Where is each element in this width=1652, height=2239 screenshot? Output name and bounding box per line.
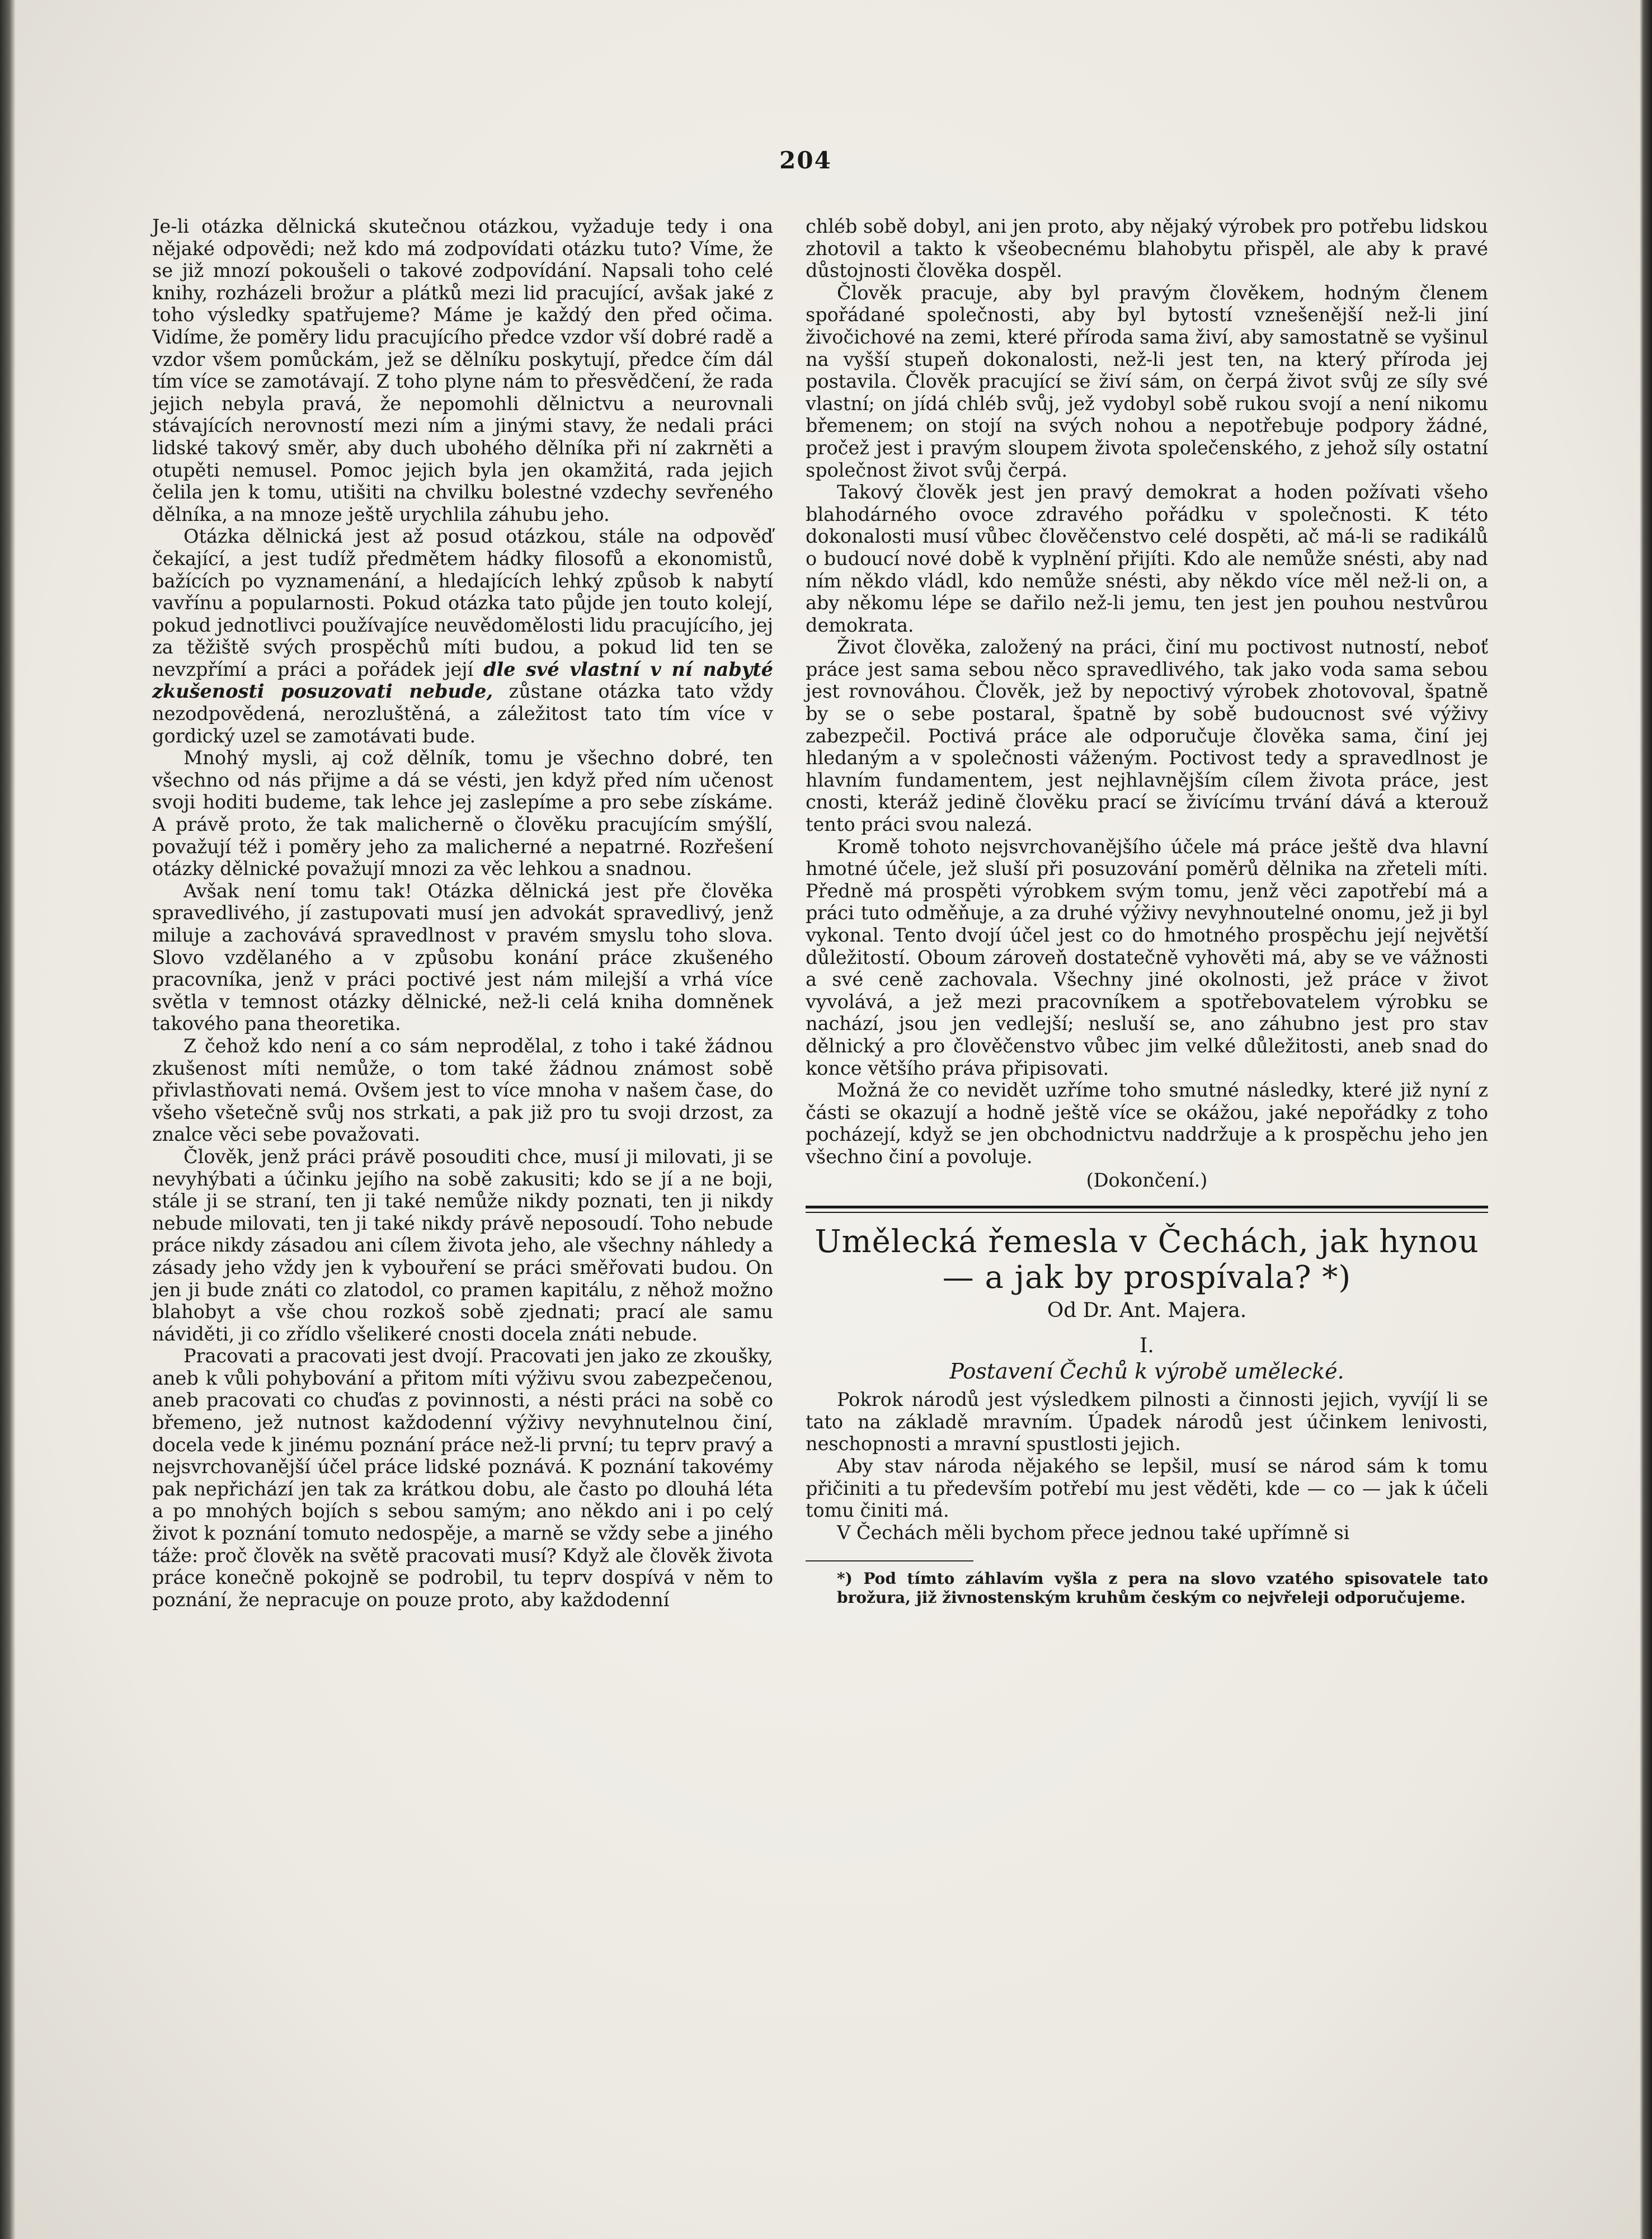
paragraph: Aby stav národa nějakého se lepšil, musí se národ sám k tomu přičiniti a tu především potřebí mu jest věděti, kde — co — jak k účeli tomu činiti má. [806, 1455, 1488, 1522]
paragraph: Mnohý mysli, aj což dělník, tomu je všechno dobré, ten všechno od nás přijme a dá se vésti, jen když před ním učenost svoji hoditi budeme, tak lehce jej zaslepíme a pro sebe získáme. A právě proto, že tak malicherně o člověku pracujícím smýšlí, považují též i poměry jeho za malicherné a nepatrné. Rozřešení otázky dělnické považují mnozi za věc lehkou a snadnou. [152, 747, 773, 880]
paragraph: Pokrok národů jest výsledkem pilnosti a činnosti jejich, vyvíjí li se tato na základě mravním. Úpadek národů jest účinkem lenivosti, neschopnosti a mravní spustlosti jejich. [806, 1389, 1488, 1455]
continuation-note: (Dokončení.) [1086, 1169, 1208, 1191]
footnote-rule [806, 1560, 973, 1561]
emphasis-phrase: dle své vlastní v ní nabyté zkušenosti posuzovati nebude, [152, 658, 773, 703]
paragraph: Život člověka, založený na práci, činí mu poctivost nutností, neboť práce jest sama sebou něco spravedlivého, tak jako voda sama sebou jest rovnováhou. Člověk, jež by nepoctivý výrobek zhotovoval, špatně by se o sebe postaral, špatně by sobě budoucnost své výživy zabezpečil. Poctivá práce ale odporučuje člověka sama, činí jej hledaným a v společnosti váženým. Poctivost tedy a spravedlnost je hlavním fundamentem, jest nejhlavnějším cílem života práce, jest cnosti, kteráž jedině člověku prací se živícímu trvání dává a kterouž tento práci svou nalezá. [806, 636, 1488, 836]
article-title-line1: Umělecká řemesla v Čechách, jak hynou [815, 1224, 1479, 1260]
paragraph: Člověk, jenž práci právě posouditi chce, musí ji milovati, ji se nevyhýbati a účinku jejího na sobě zakusiti; kdo se jí a ne boji, stále ji se straní, ten ji také nemůže nikdy poznati, ten ji nikdy nebude milovati, ten ji také nikdy právě neposoudí. Toho nebude práce nikdy zásadou ani cílem života jeho, ale všechny náhledy a zásady jeho vždy jen k vybouření se práci směřovati budou. On jen ji bude znáti co zlatodol, co pramen kapitálu, z něhož možno blahobyt a vše chou rozkoš sobě zjednati; prací ale samu náviděti, ji co zřídlo všelikeré cnosti docela znáti nebude. [152, 1145, 773, 1345]
footnote-text: *) Pod tímto záhlavím vyšla z pera na slovo vzatého spisovatele tato brožura, již živnostenským kruhům českým co nejvřeleji odporučujeme. [837, 1569, 1488, 1607]
paragraph: Je-li otázka dělnická skutečnou otázkou, vyžaduje tedy i ona nějaké odpovědi; než kdo má zodpovídati otázku tuto? Víme, že se již mnozí pokoušeli o takové zodpovídání. Napsali toho celé knihy, rozházeli brožur a plátků mezi lid pracující, avšak jaké z toho výsledky spatřujeme? Máme je každý den před očima. Vidíme, že poměry lidu pracujícího předce vzdor vší dobré radě a vzdor všem pomůckám, jež se dělníku poskytují, předce čím dál tím více se zamotávají. Z toho plyne nám to přesvědčení, že rada jejich nebyla pravá, že nepomohli dělnictvu a neurovnali stávajících nerovností mezi ním a jinými stavy, že nedali práci lidské takový směr, aby duch ubohého dělníka při ní zakrněti a otupěti nemusel. Pomoc jejich byla jen okamžitá, rada jejich čelila jen k tomu, utišiti na chvilku bolestné vzdechy sevřeného dělníka, a na mnoze ještě urychlila záhubu jeho. [152, 215, 773, 525]
right-column [806, 215, 1488, 1607]
paragraph: Z čehož kdo není a co sám neprodělal, z toho i také žádnou zkušenost míti nemůže, o tom také žádnou známost sobě přivlastňovati nemá. Ovšem jest to více mnoha v našem čase, do všeho všetečně svůj nos strkati, a pak již pro tu svoji drzost, za znalce věci sebe považovati. [152, 1034, 773, 1146]
section-title: Postavení Čechů k výrobě umělecké. [949, 1359, 1344, 1384]
page-binding-shadow [0, 0, 16, 2239]
paragraph-text: Otázka dělnická jest až posud otázkou, stále na odpověď čekající, a jest tudíž předmětem hádky filosofů a ekonomistů, bažících po vyznamenání, a hledajících lehký způsob k nabytí vavřínu a popularnosti. Pokud otázka tato půjde jen touto kolejí, pokud jednotlivci používajíce neuvědomělosti lidu pracujícího, jej za těžiště svých prospěchů míti budou, a pokud lid ten se nevzpřímí a práci a pořádek její [152, 525, 773, 680]
paragraph: Člověk pracuje, aby byl pravým člověkem, hodným členem spořádané společnosti, aby byl bytostí vznešenější než-li jiní živočichové na zemi, které příroda sama živí, aby samostatně se vyšinul na vyšší stupeň dokonalosti, než-li jest ten, na který příroda jej postavila. Člověk pracující se živí sám, on čerpá život svůj ze síly své vlastní; on jídá chléb svůj, jež vydobyl sobě rukou svojí a není nikomu břemenem; on stojí na svých nohou a nepotřebuje podpory žádné, pročež jest i pravým sloupem života společenského, z jehož síly ostatní společnost život svůj čerpá. [806, 281, 1488, 481]
footnote [806, 1569, 1488, 1607]
paragraph: Pracovati a pracovati jest dvojí. Pracovati jen jako ze zkoušky, aneb k vůli pohybování a přitom míti výživu svou zabezpečenou, aneb pracovati co chuďas z povinnosti, a nésti práci na sobě co břemeno, jež nutnost každodenní výživy nevyhnutelnou činí, docela vede k jinému poznání práce než-li první; tu teprv pravý a nejsvrchovanější účel práce lidské poznává. K poznání takovémy pak nepřichází jen tak za krátkou dobu, ale často po dlouhá léta a po mnohých bojích s sebou samým; ano někdo ani i po celý život k poznání tomuto nedospěje, a marně se vždy sebe a jiného táže: proč člověk na světě pracovati musí? Když ale člověk života práce konečně pokojně se podrobil, tu teprv dospívá v něm to poznání, že nepracuje on pouze proto, aby každodenní [152, 1345, 773, 1611]
paragraph [152, 525, 773, 747]
paragraph: chléb sobě dobyl, ani jen proto, aby nějaký výrobek pro potřebu lidskou zhotovil a takto k všeobecnému blahobytu přispěl, ale aby k pravé důstojnosti člověka dospěl. [806, 215, 1488, 282]
paragraph: Avšak není tomu tak! Otázka dělnická jest pře člověka spravedlivého, jí zastupovati musí jen advokát spravedlivý, jenž miluje a zachovává spravedlnost v pravém smyslu toho slova. Slovo vzdělaného a v způsobu konání práce zkušeného pracovníka, jenž v práci poctivé jest nám milejší a vrhá více světla v temnost otázky dělnické, než-li celá kniha domněnek takového pana theoretika. [152, 879, 773, 1035]
paragraph: Takový člověk jest jen pravý demokrat a hoden požívati všeho blahodárného ovoce zdravého pořádku v společnosti. K této dokonalosti musí vůbec člověčenstvo celé dospěti, ač má-li se radikálů o budoucí nové době k vyplnění přijíti. Kdo ale nemůže snésti, aby nad ním někdo vládl, kdo nemůže snésti, aby někdo více měl než-li on, a aby někomu lépe se dařilo než-li jemu, ten jest jen pouhou nestvůrou demokrata. [806, 481, 1488, 636]
page-number: 204 [779, 147, 832, 174]
paragraph-text: zůstane otázka tato vždy nezodpovědená, nerozluštěná, a záležitost tato tím více v gordický uzel se zamotávati bude. [152, 680, 773, 747]
page-edge-shadow [1640, 0, 1652, 2239]
paragraph: Možná že co nevidět uzříme toho smutné následky, které již nyní z části se okazují a hodně ještě více se okážou, jaké nepořádky z toho pocházejí, když se jen obchodnictvu naddržuje a k prospěchu jeho jen všechno činí a povoluje. [806, 1079, 1488, 1168]
article-author: Od Dr. Ant. Majera. [1047, 1299, 1247, 1323]
article-separator-rule [806, 1206, 1488, 1213]
paragraph: Kromě tohoto nejsvrchovanějšího účele má práce ještě dva hlavní hmotné účele, jež sluší při posuzování poměrů dělnika na zřeteli míti. Předně má prospěti výrobkem svým tomu, jenž věci zapotřebí má a práci tuto odměňuje, a za druhé výživy nevyhnoutelné onomu, jež ji byl vykonal. Tento dvojí účel jest co do hmotného prospěchu její největší důležitostí. Oboum zároveň dostatečně vyhověti má, aby se ve vážnosti a své ceně zachovala. Všechny jiné okolnosti, jež práce v život vyvolává, a jež mezi pracovníkem a spotřebovatelem výrobku se nachází, jsou jen vedlejší; nesluší se, ano záhubno jest pro stav dělnický a pro člověčenstvo vůbec jim velké důležitosti, aneb snad do konce většího práva připisovati. [806, 835, 1488, 1079]
section-number: I. [1140, 1334, 1154, 1358]
left-column [152, 215, 773, 1611]
article-title-line2: — a jak by prospívala? *) [942, 1259, 1352, 1296]
paragraph: V Čechách měli bychom přece jednou také upřímně si [837, 1521, 1350, 1544]
